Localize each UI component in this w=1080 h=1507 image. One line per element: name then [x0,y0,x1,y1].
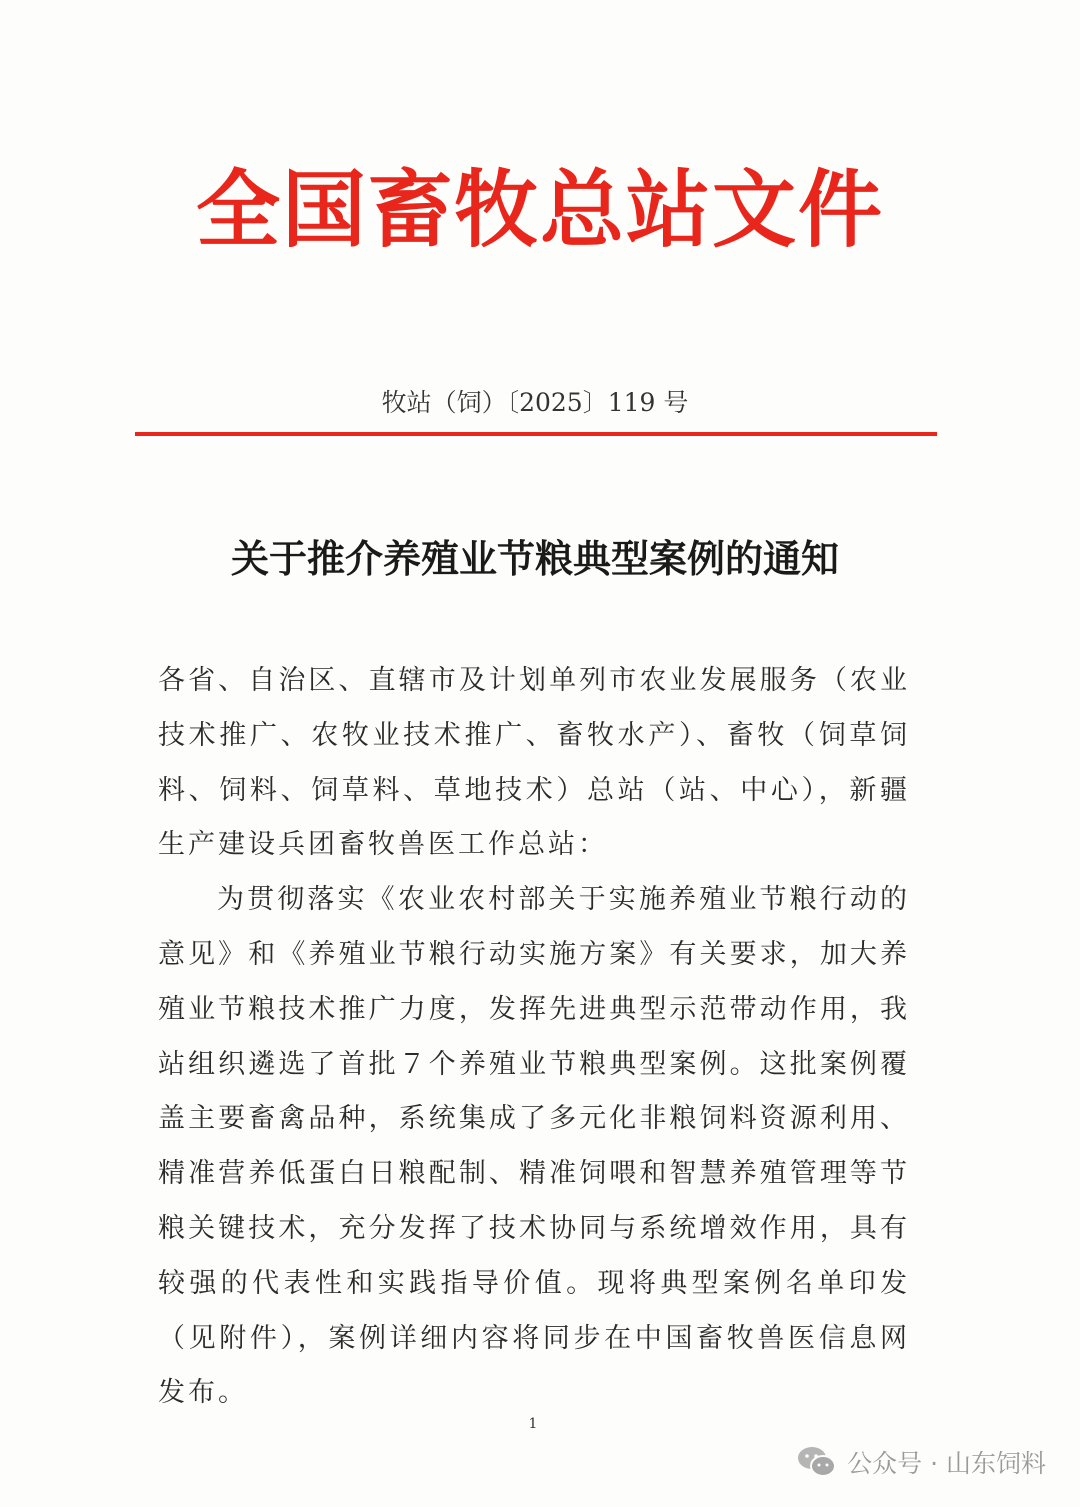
red-divider-line [135,432,937,436]
document-number: 牧站（饲）〔2025〕119 号 [381,388,689,417]
body-paragraph: 为贯彻落实《农业农村部关于实施养殖业节粮行动的意见》和《养殖业节粮行动实施方案》有关要求，加大养殖业节粮技术推广力度，发挥先进典型示范带动作用，我站组织遴选了首批７个养殖业节粮典型案例。这批案例覆盖主要畜禽品种，系统集成了多元化非粮饲料资源利用、精准营养低蛋白日粮配制、精准饲喂和智慧养殖管理等节粮关键技术，充分发挥了技术协同与系统增效作用，具有较强的代表性和实践指导价值。现将典型案例名单印发（见附件），案例详细内容将同步在中国畜牧兽医信息网发布。 [158,884,910,1409]
recipients-paragraph: 各省、自治区、直辖市及计划单列市农业发展服务（农业技术推广、农牧业技术推广、畜牧水产）、畜牧（饲草饲料、饲料、饲草料、草地技术）总站（站、中心），新疆生产建设兵团畜牧兽医工作总站： [158,665,910,861]
notice-title: 关于推介养殖业节粮典型案例的通知 [230,537,839,581]
watermark-text: 公众号 · 山东饲料 [847,1449,1046,1478]
page-number: 1 [528,1416,538,1432]
watermark [797,1444,1046,1480]
notice-body [158,654,910,1421]
document-header-title: 全国畜牧总站文件 [195,161,884,259]
wechat-icon [797,1445,837,1479]
